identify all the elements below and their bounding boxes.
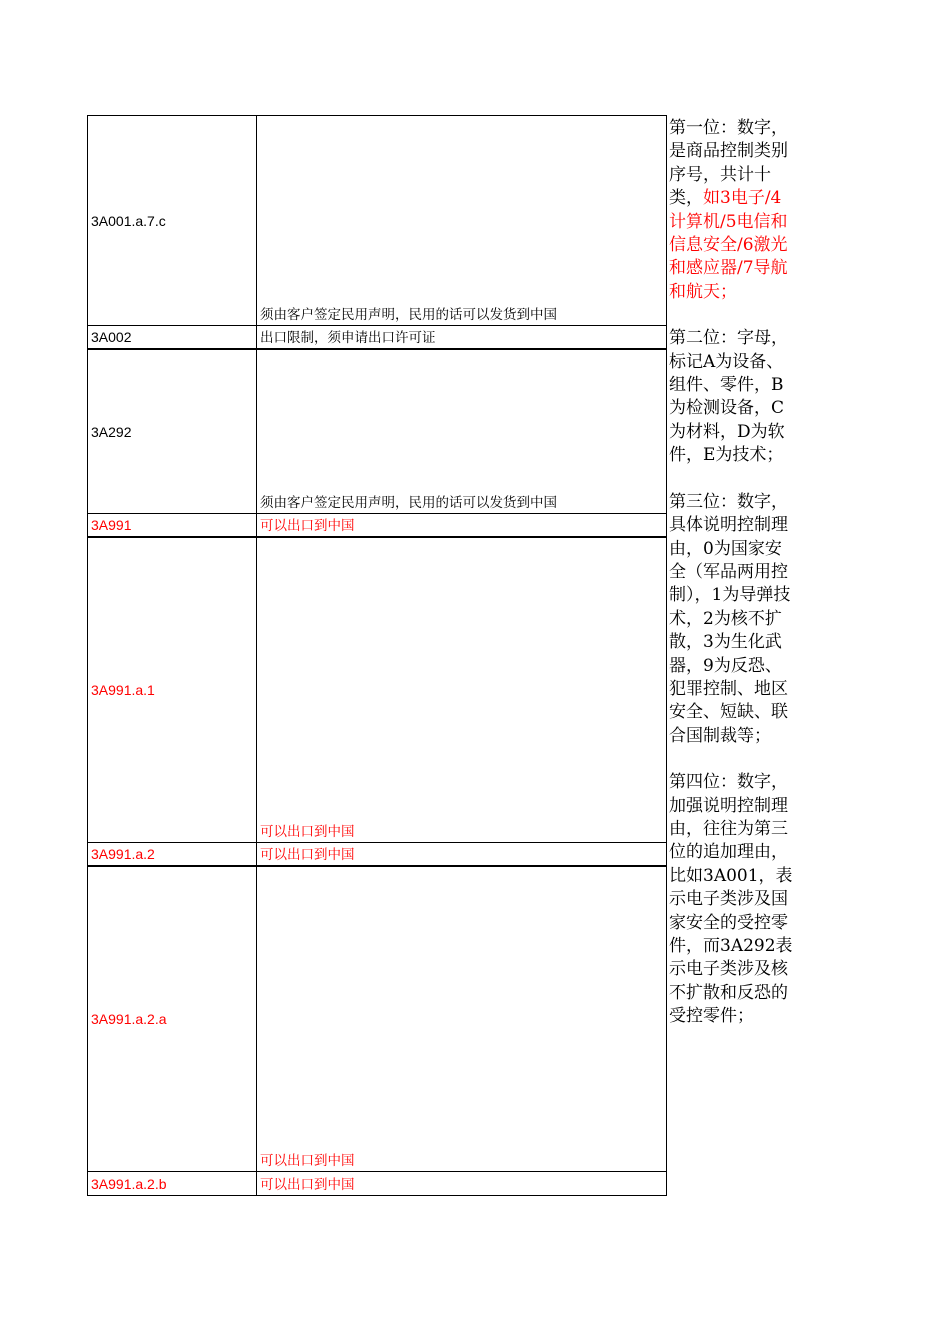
- explanation-digit-4: 第四位：数字，加强说明控制理由，往往为第三位的追加理由，比如3A001，表示电子类涉及国家安全的受控零件，而3A292表示电子类涉及核不扩散和反恐的受控零件；: [669, 772, 793, 1027]
- explanation-digit-2: 第二位：字母，标记A为设备、组件、零件，B为检测设备，C为材料，D为软件，E为技术；: [669, 328, 788, 466]
- table-row: [88, 350, 667, 514]
- table-row: [88, 843, 667, 867]
- table-row: [88, 867, 667, 1172]
- export-note: 可以出口到中国: [257, 843, 667, 865]
- explanation-digit-1: [669, 117, 797, 304]
- export-note: 可以出口到中国: [257, 514, 667, 536]
- table-row: [88, 538, 667, 843]
- eccn-code: 3A991.a.2.b: [88, 1172, 257, 1195]
- export-note: 可以出口到中国: [257, 867, 667, 1171]
- eccn-code: 3A991: [88, 514, 257, 536]
- table-row: [88, 115, 667, 326]
- eccn-code: 3A991.a.1: [88, 538, 257, 842]
- export-note: 出口限制，须申请出口许可证: [257, 326, 667, 348]
- eccn-explanation: [669, 117, 797, 1029]
- eccn-code: 3A002: [88, 326, 257, 348]
- export-note: 须由客户签定民用声明，民用的话可以发货到中国: [257, 350, 667, 513]
- table-row: [88, 514, 667, 538]
- eccn-code: 3A292: [88, 350, 257, 513]
- explanation-digit-3: 第三位：数字，具体说明控制理由，0为国家安全（军品两用控制），1为导弹技术，2为核不扩散，3为生化武器，9为反恐、犯罪控制、地区安全、短缺、联合国制裁等；: [669, 491, 791, 746]
- eccn-code: 3A991.a.2: [88, 843, 257, 865]
- export-note: 须由客户签定民用声明，民用的话可以发货到中国: [257, 116, 667, 325]
- explanation-text: 第一位：数字，是商品控制类别序号，共计十类，: [669, 118, 788, 209]
- export-note: 可以出口到中国: [257, 538, 667, 842]
- table-row: [88, 1172, 667, 1196]
- export-control-table: [87, 115, 667, 1196]
- export-note: 可以出口到中国: [257, 1172, 667, 1195]
- explanation-highlight: 如3电子/4计算机/5电信和信息安全/6激光和感应器/7导航和航天；: [669, 188, 788, 302]
- eccn-code: 3A991.a.2.a: [88, 867, 257, 1171]
- table-row: [88, 326, 667, 350]
- eccn-code: 3A001.a.7.c: [88, 116, 257, 325]
